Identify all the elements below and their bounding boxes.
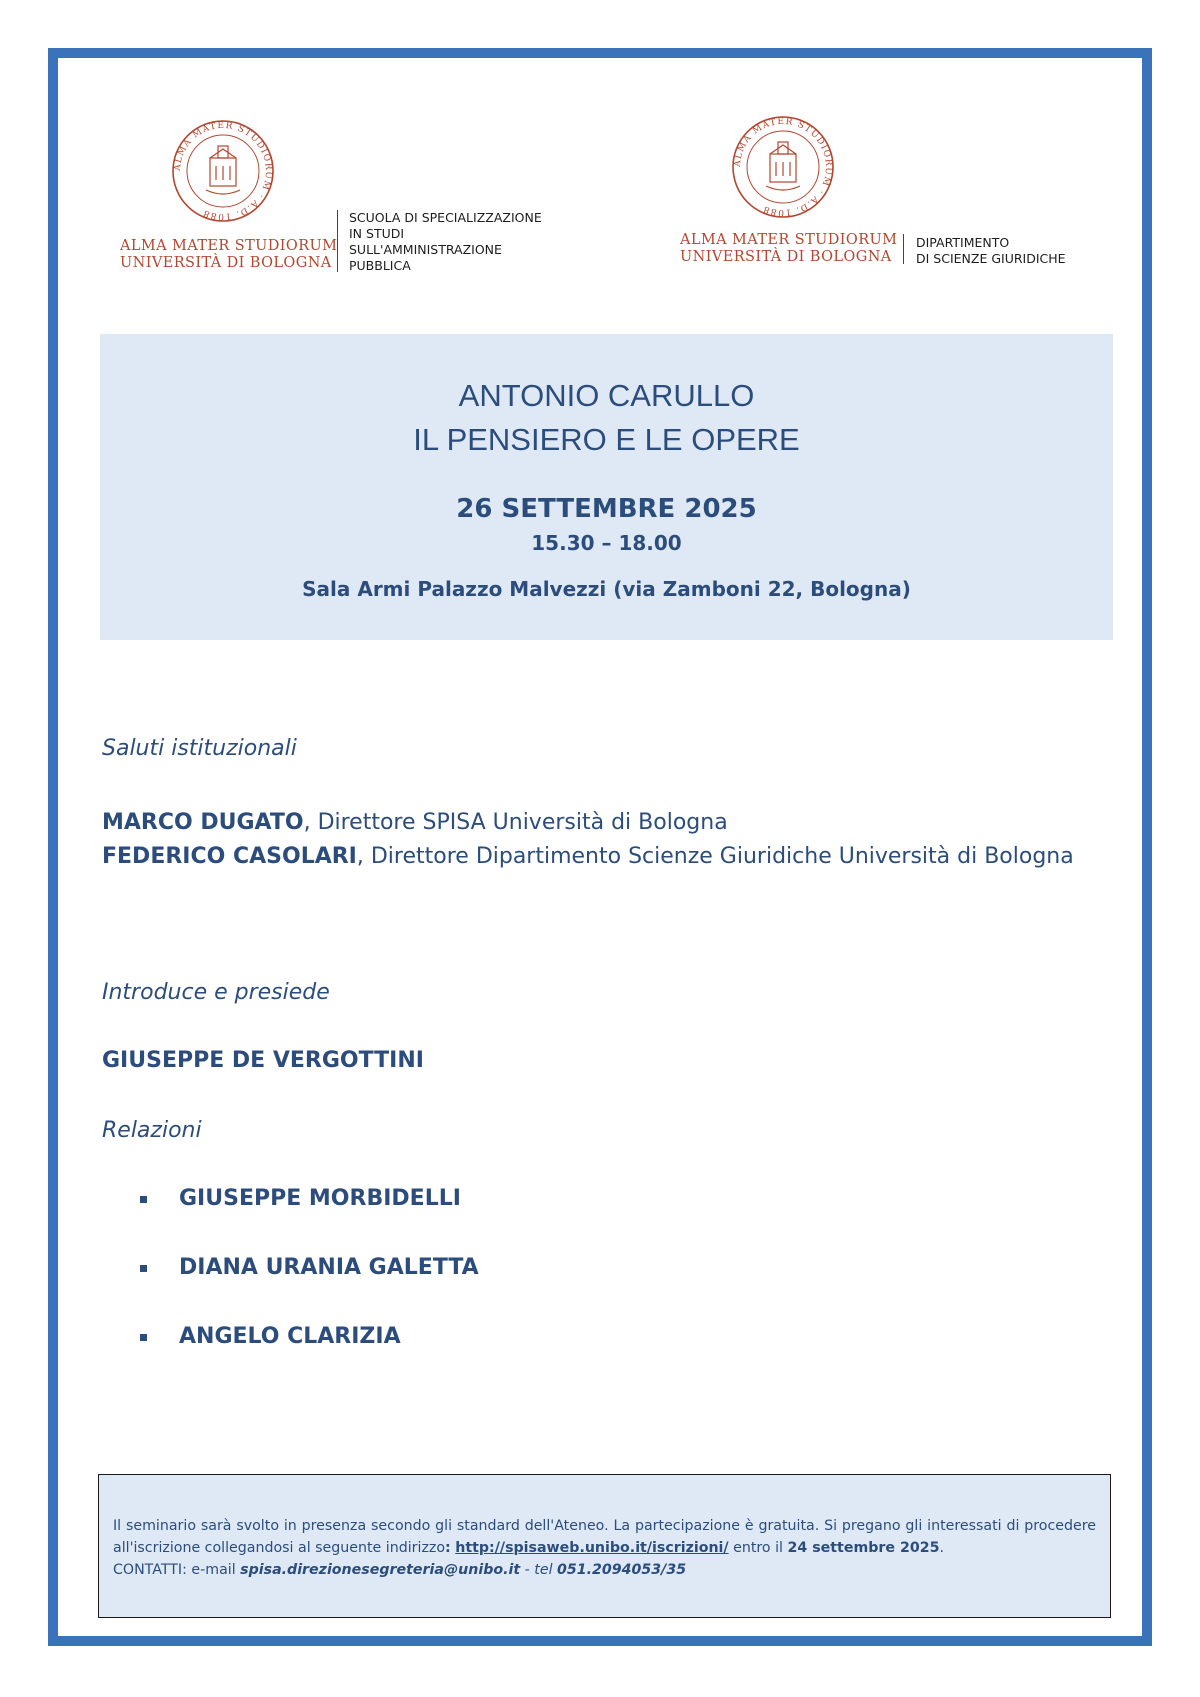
logo-scienze-giuridiche: [680, 112, 1100, 272]
chair-name: GIUSEPPE DE VERGOTTINI: [102, 1048, 424, 1073]
registration-deadline: 24 settembre 2025: [787, 1540, 940, 1556]
university-name: ALMA MATER STUDIORUM UNIVERSITÀ DI BOLOGNA: [680, 232, 898, 265]
event-date: 26 SETTEMBRE 2025: [456, 494, 757, 524]
event-time: 15.30 – 18.00: [531, 531, 682, 555]
event-venue: Sala Armi Palazzo Malvezzi (via Zamboni 22, Bologna): [302, 577, 911, 601]
department-name: DIPARTIMENTO DI SCIENZE GIURIDICHE: [916, 235, 1066, 266]
list-item: DIANA URANIA GALETTA: [140, 1255, 479, 1324]
speaker-entry: MARCO DUGATO, Direttore SPISA Università di Bologna: [102, 810, 728, 835]
logo-divider: [337, 210, 338, 272]
event-banner: [100, 334, 1113, 640]
info-notice: [98, 1474, 1111, 1618]
bullet-icon: [140, 1196, 147, 1203]
greetings-label: Saluti istituzionali: [102, 736, 297, 761]
svg-text:ALMA MATER STUDIORUM · A.D. 10: ALMA MATER STUDIORUM · A.D. 1088: [172, 120, 274, 222]
contact-phone: 051.2094053/35: [557, 1562, 687, 1578]
notice-text: Il seminario sarà svolto in presenza secondo gli standard dell'Ateneo. La partecipazione è gratuita. Si pregano gli interessati di procedere all'iscrizione collegandosi al seguente indirizzo: http://spisaweb.unibo.it/iscrizioni/ entro il 24 settembre 2025.: [113, 1518, 1096, 1556]
department-name: SCUOLA DI SPECIALIZZAZIONE IN STUDI SULL'AMMINISTRAZIONE PUBBLICA: [349, 210, 542, 273]
logo-divider: [903, 234, 904, 264]
greetings-speakers: [102, 806, 1105, 874]
chair-label: Introduce e presiede: [102, 980, 330, 1005]
talks-list: [140, 1186, 479, 1393]
university-name: ALMA MATER STUDIORUM UNIVERSITÀ DI BOLOGNA: [120, 238, 338, 271]
logo-spisa: [120, 118, 570, 278]
registration-link[interactable]: http://spisaweb.unibo.it/iscrizioni/: [455, 1540, 729, 1556]
event-title: ANTONIO CARULLO IL PENSIERO E LE OPERE: [413, 378, 800, 457]
university-seal-icon: [170, 118, 276, 224]
talks-label: Relazioni: [102, 1118, 202, 1143]
list-item: ANGELO CLARIZIA: [140, 1324, 479, 1393]
university-seal-icon: [730, 114, 836, 220]
contact-email[interactable]: spisa.direzionesegreteria@unibo.it: [240, 1562, 521, 1578]
notice-contacts: CONTATTI: e-mail spisa.direzionesegreteria@unibo.it - tel 051.2094053/35: [113, 1562, 687, 1578]
bullet-icon: [140, 1265, 147, 1272]
svg-text:ALMA MATER STUDIORUM · A.D. 10: ALMA MATER STUDIORUM · A.D. 1088: [732, 116, 834, 218]
bullet-icon: [140, 1334, 147, 1341]
speaker-entry: FEDERICO CASOLARI, Direttore Dipartimento Scienze Giuridiche Università di Bologna: [102, 844, 1074, 869]
list-item: GIUSEPPE MORBIDELLI: [140, 1186, 479, 1255]
